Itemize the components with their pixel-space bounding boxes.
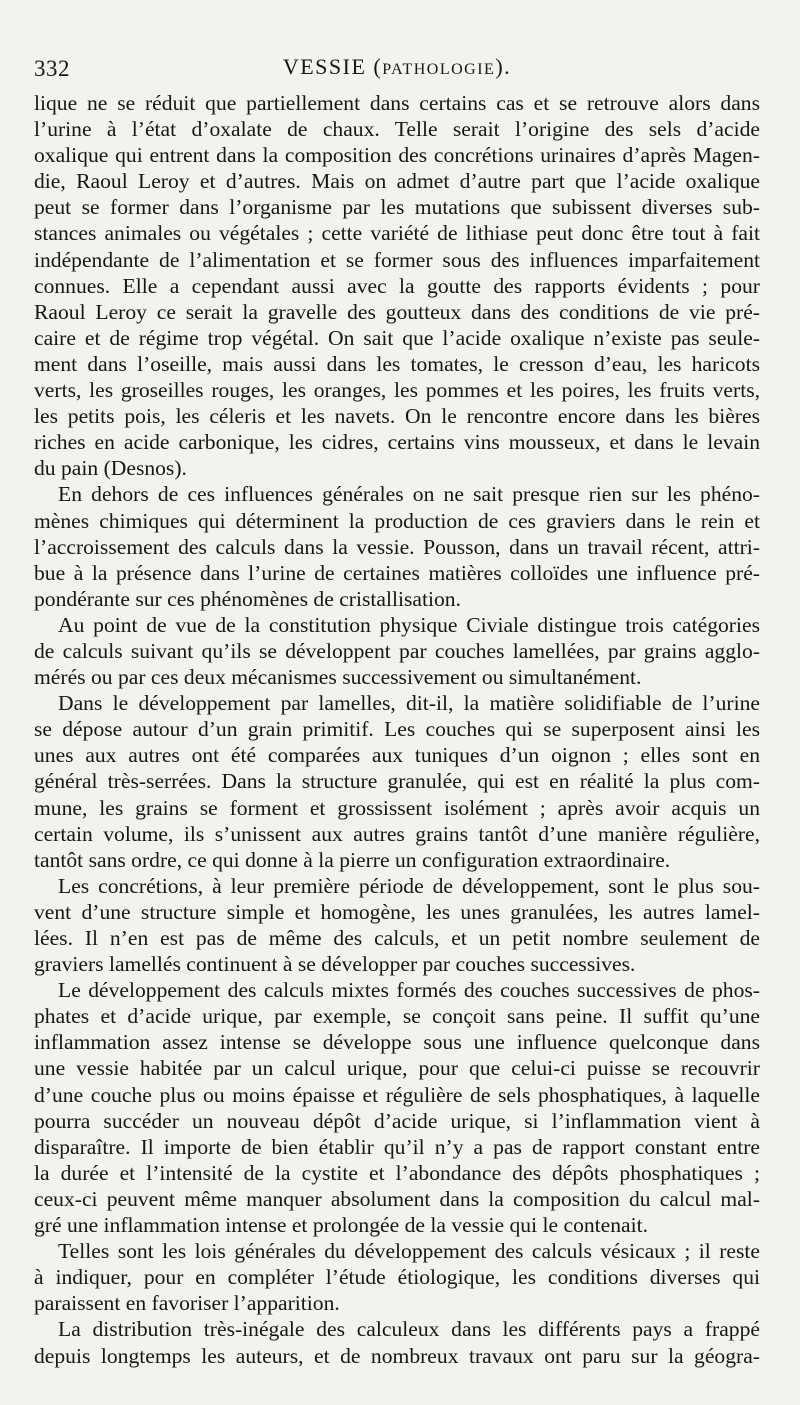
text-line: du pain (Desnos). [34, 456, 187, 481]
text-line: lique ne se réduit que partiellement dans certains cas et se retrouve alors dans [34, 91, 760, 115]
text-line: La distribution très-inégale des calculeux dans les différents pays a frappé [58, 1317, 760, 1342]
text-line: mune, les grains se forment et grossissent isolément ; après avoir acquis un [34, 795, 760, 820]
text-line: graviers lamellés continuent à se développer par couches successives. [34, 952, 636, 977]
text-line: indépendante de l’alimentation et se former sous des influences imparfaitement [34, 247, 760, 272]
text-line: die, Raoul Leroy et d’autres. Mais on admet d’autre part que l’acide oxalique [34, 169, 760, 194]
text-line: une vessie habitée par un calcul urique, pour que celui-ci puisse se recouvrir [34, 1056, 760, 1081]
text-line: ment dans l’oseille, mais aussi dans les tomates, le cresson d’eau, les haricots [34, 351, 760, 376]
text-line: la durée et l’intensité de la cystite et l’abondance des dépôts phosphatiques ; [34, 1160, 760, 1185]
text-line: verts, les groseilles rouges, les oranges, les pommes et les poires, les fruits verts, [34, 378, 760, 403]
text-line: Raoul Leroy ce serait la gravelle des goutteux dans des conditions de vie pré- [34, 299, 760, 324]
running-title-small-caps: PATHOLOGIE [382, 61, 496, 78]
text-line: d’une couche plus ou moins épaisse et régulière de sels phosphatiques, à laquelle [34, 1082, 760, 1107]
text-line: vent d’une structure simple et homogène, les unes granulées, les autres lamel- [34, 899, 760, 924]
text-line: de calculs suivant qu’ils se développent par couches lamellées, par grains agglo- [34, 638, 760, 663]
text-line: oxalique qui entrent dans la composition des concrétions urinaires d’après Magen- [34, 143, 760, 168]
text-line: tantôt sans ordre, ce qui donne à la pierre un configuration extraordinaire. [34, 847, 671, 872]
running-title-end: ). [495, 54, 512, 79]
text-line: bue à la présence dans l’urine de certaines matières colloïdes une influence pré- [34, 560, 760, 585]
text-line: Au point de vue de la constitution physique Civiale distingue trois catégories [58, 612, 760, 637]
text-line: inflammation assez intense se développe sous une influence quelconque dans [34, 1030, 760, 1055]
text-line: se dépose autour d’un grain primitif. Les couches qui se superposent ainsi les [34, 717, 760, 742]
text-line: les petits pois, les céleris et les navets. On le rencontre encore dans les bières [34, 404, 760, 429]
running-title-main: VESSIE ( [282, 54, 383, 79]
text-line: connues. Elle a cependant aussi avec la goutte des rapports évidents ; pour [34, 273, 760, 298]
text-line: l’accroissement des calculs dans la vessie. Pousson, dans un travail récent, attri- [34, 534, 760, 559]
text-line: l’urine à l’état d’oxalate de chaux. Telle serait l’origine des sels d’acide [34, 117, 760, 142]
text-line: général très-serrées. Dans la structure granulée, qui est en réalité la plus com- [34, 769, 760, 794]
text-line: gré une inflammation intense et prolongée de la vessie qui le contenait. [34, 1213, 649, 1238]
text-line: En dehors de ces influences générales on ne sait presque rien sur les phéno- [58, 482, 760, 507]
text-line: Dans le développement par lamelles, dit-il, la matière solidifiable de l’urine [58, 691, 760, 716]
text-line: paraissent en favoriser l’apparition. [34, 1291, 340, 1316]
text-line: certain volume, ils s’unissent aux autres grains tantôt d’une manière régulière, [34, 821, 760, 846]
text-line: pondérante sur ces phénomènes de cristallisation. [34, 586, 461, 611]
text-line: mérés ou par ces deux mécanismes successivement ou simultanément. [34, 665, 642, 690]
text-line: mènes chimiques qui déterminent la production de ces graviers dans le rein et [34, 508, 760, 533]
text-line: Telles sont les lois générales du développement des calculs vésicaux ; il reste [58, 1239, 760, 1264]
text-line: pourra succéder un nouveau dépôt d’acide urique, si l’inflammation vient à [34, 1108, 760, 1133]
text-line: lées. Il n’en est pas de même des calculs, et un petit nombre seulement de [34, 926, 760, 950]
text-line: stances animales ou végétales ; cette variété de lithiase peut donc être tout à fait [34, 221, 760, 246]
text-line: Le développement des calculs mixtes formés des couches successives de phos- [58, 978, 760, 1003]
text-line: phates et d’acide urique, par exemple, se conçoit sans peine. Il suffit qu’une [34, 1004, 760, 1029]
running-head [34, 50, 760, 90]
text-line: depuis longtemps les auteurs, et de nombreux travaux ont paru sur la géogra- [34, 1343, 760, 1368]
running-title [34, 54, 760, 80]
text-line: caire et de régime trop végétal. On sait que l’acide oxalique n’existe pas seule- [34, 325, 760, 350]
text-line: disparaître. Il importe de bien établir qu’il n’y a pas de rapport constant entre [34, 1134, 760, 1159]
text-line: unes aux autres ont été comparées aux tuniques d’un oignon ; elles sont en [34, 743, 760, 768]
body-text [34, 90, 760, 1369]
page-number: 332 [34, 56, 70, 81]
text-line: peut se former dans l’organisme par les mutations que subissent diverses sub- [34, 195, 760, 220]
text-line: à indiquer, pour en compléter l’étude étiologique, les conditions diverses qui [34, 1265, 760, 1290]
text-line: Les concrétions, à leur première période de développement, sont le plus sou- [58, 873, 760, 898]
text-line: riches en acide carbonique, les cidres, certains vins mousseux, et dans le levain [34, 430, 760, 455]
text-line: ceux-ci peuvent même manquer absolument dans la composition du calcul mal- [34, 1186, 760, 1211]
